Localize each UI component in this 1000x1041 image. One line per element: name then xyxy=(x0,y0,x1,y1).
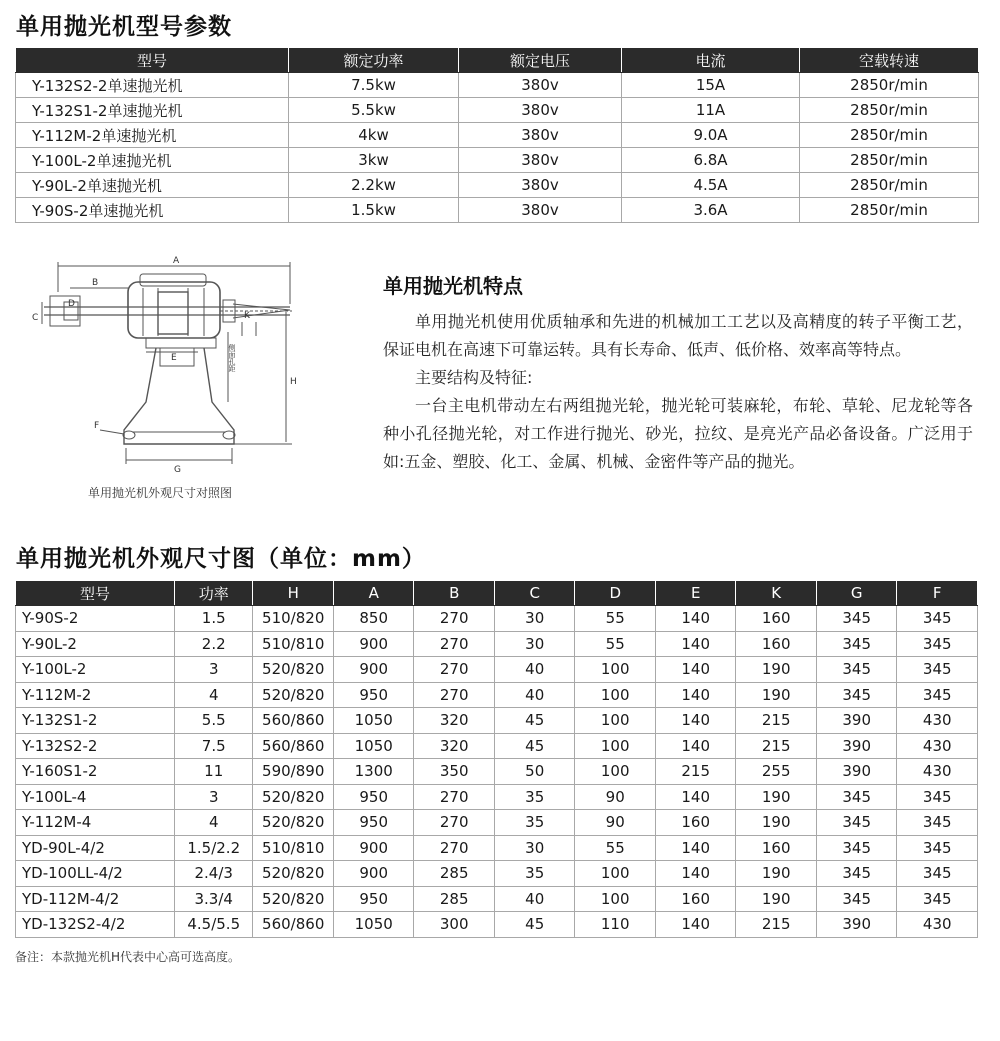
spec-cell: 380v xyxy=(459,198,622,223)
dims-cell: 900 xyxy=(333,861,414,887)
dims-cell: 100 xyxy=(575,708,656,734)
footnote: 备注：本款抛光机H代表中心高可选高度。 xyxy=(15,950,241,964)
table-row xyxy=(16,657,978,683)
dims-cell: 30 xyxy=(494,606,575,632)
dims-cell: 510/820 xyxy=(253,606,334,632)
dims-cell: 950 xyxy=(333,784,414,810)
dims-cell: 140 xyxy=(655,835,736,861)
table-row xyxy=(16,810,978,836)
dims-cell: 255 xyxy=(736,759,817,785)
label-c: C xyxy=(32,313,39,323)
spec-table xyxy=(15,47,979,223)
dims-cell: 345 xyxy=(897,810,978,836)
dims-header-cell: G xyxy=(816,581,897,606)
dims-cell: 190 xyxy=(736,886,817,912)
dims-cell: 390 xyxy=(816,759,897,785)
features-body xyxy=(383,308,973,476)
table-row xyxy=(16,73,979,98)
label-d: D xyxy=(68,299,75,309)
spec-section-title: 单用抛光机型号参数 xyxy=(16,14,232,40)
dims-header-cell: F xyxy=(897,581,978,606)
dims-cell: 345 xyxy=(897,861,978,887)
dims-cell: 40 xyxy=(494,657,575,683)
dims-cell: 35 xyxy=(494,861,575,887)
dims-cell: 190 xyxy=(736,657,817,683)
dims-cell: 190 xyxy=(736,682,817,708)
dims-cell: 520/820 xyxy=(253,784,334,810)
dims-header-cell: 功率 xyxy=(174,581,252,606)
dims-cell: 270 xyxy=(414,657,495,683)
dims-cell: 590/890 xyxy=(253,759,334,785)
dims-cell: 950 xyxy=(333,810,414,836)
dims-cell: 4 xyxy=(174,810,252,836)
dims-cell: 345 xyxy=(897,835,978,861)
dims-cell: 390 xyxy=(816,708,897,734)
dims-cell: 270 xyxy=(414,784,495,810)
dims-cell: 190 xyxy=(736,784,817,810)
spec-cell: Y-100L-2单速抛光机 xyxy=(16,148,289,173)
dims-header-cell: A xyxy=(333,581,414,606)
dims-cell: 30 xyxy=(494,631,575,657)
dims-cell: 45 xyxy=(494,708,575,734)
dims-cell: 55 xyxy=(575,835,656,861)
table-row xyxy=(16,784,978,810)
dims-cell: 560/860 xyxy=(253,912,334,938)
spec-header-cell: 额定功率 xyxy=(289,48,459,73)
spec-cell: 4kw xyxy=(289,123,459,148)
dims-cell: 140 xyxy=(655,657,736,683)
dims-cell: 345 xyxy=(816,606,897,632)
dims-cell: 55 xyxy=(575,631,656,657)
spec-cell: 380v xyxy=(459,98,622,123)
table-row xyxy=(16,708,978,734)
dims-cell: 560/860 xyxy=(253,733,334,759)
dims-cell: 1300 xyxy=(333,759,414,785)
table-row xyxy=(16,733,978,759)
dims-header-cell: K xyxy=(736,581,817,606)
spec-cell: 4.5A xyxy=(622,173,800,198)
dims-header-cell: H xyxy=(253,581,334,606)
dims-cell: 140 xyxy=(655,708,736,734)
spec-cell: 15A xyxy=(622,73,800,98)
features-paragraph-3: 一台主电机带动左右两组抛光轮，抛光轮可装麻轮，布轮、草轮、尼龙轮等各种小孔径抛光轮，对工作进行抛光、砂光，拉纹、是亮光产品必备设备。广泛用于如:五金、塑胶、化工、金属、机械、金密件等产品的抛光。 xyxy=(383,396,973,471)
table-row xyxy=(16,835,978,861)
dims-cell: 430 xyxy=(897,733,978,759)
dims-cell: 140 xyxy=(655,912,736,938)
dims-cell: 35 xyxy=(494,784,575,810)
dims-cell: 4.5/5.5 xyxy=(174,912,252,938)
spec-cell: 6.8A xyxy=(622,148,800,173)
dims-cell: 100 xyxy=(575,861,656,887)
dims-cell: 285 xyxy=(414,861,495,887)
dims-cell: 1050 xyxy=(333,733,414,759)
label-e: E xyxy=(171,353,177,363)
dims-cell: 40 xyxy=(494,886,575,912)
table-row xyxy=(16,148,979,173)
dims-cell: 270 xyxy=(414,835,495,861)
dims-cell: 140 xyxy=(655,784,736,810)
label-side: 侧面孔距 xyxy=(228,344,236,372)
dims-cell: 190 xyxy=(736,810,817,836)
dims-cell: 140 xyxy=(655,733,736,759)
spec-cell: 3kw xyxy=(289,148,459,173)
dims-cell: 215 xyxy=(736,733,817,759)
dims-cell: Y-112M-4 xyxy=(16,810,175,836)
table-row xyxy=(16,198,979,223)
spec-cell: 380v xyxy=(459,73,622,98)
dims-cell: 190 xyxy=(736,861,817,887)
spec-cell: 2850r/min xyxy=(800,73,979,98)
dims-cell: 100 xyxy=(575,657,656,683)
dims-cell: 345 xyxy=(897,886,978,912)
dims-cell: 3.3/4 xyxy=(174,886,252,912)
spec-cell: 2850r/min xyxy=(800,198,979,223)
spec-cell: 380v xyxy=(459,148,622,173)
dims-cell: 1.5 xyxy=(174,606,252,632)
dims-cell: 350 xyxy=(414,759,495,785)
label-h: H xyxy=(290,377,297,387)
dims-cell: Y-132S2-2 xyxy=(16,733,175,759)
dims-cell: 3 xyxy=(174,657,252,683)
dims-header-cell: 型号 xyxy=(16,581,175,606)
dims-cell: 160 xyxy=(655,886,736,912)
table-row xyxy=(16,606,978,632)
dims-cell: 160 xyxy=(655,810,736,836)
spec-header-cell: 型号 xyxy=(16,48,289,73)
dims-cell: Y-100L-4 xyxy=(16,784,175,810)
spec-cell: Y-132S2-2单速抛光机 xyxy=(16,73,289,98)
spec-cell: 9.0A xyxy=(622,123,800,148)
spec-cell: 5.5kw xyxy=(289,98,459,123)
dims-cell: 45 xyxy=(494,912,575,938)
dims-cell: 140 xyxy=(655,682,736,708)
dims-cell: 430 xyxy=(897,759,978,785)
dims-cell: 2.4/3 xyxy=(174,861,252,887)
dims-cell: 100 xyxy=(575,759,656,785)
dims-section-title: 单用抛光机外观尺寸图（单位：mm） xyxy=(16,546,426,572)
table-row xyxy=(16,886,978,912)
dims-cell: 215 xyxy=(736,912,817,938)
table-row xyxy=(16,98,979,123)
dims-cell: 430 xyxy=(897,708,978,734)
dims-cell: 100 xyxy=(575,886,656,912)
dims-cell: Y-160S1-2 xyxy=(16,759,175,785)
dims-cell: 430 xyxy=(897,912,978,938)
table-row xyxy=(16,631,978,657)
dims-header-cell: D xyxy=(575,581,656,606)
spec-cell: 2.2kw xyxy=(289,173,459,198)
features-paragraph-1: 单用抛光机使用优质轴承和先进的机械加工工艺以及高精度的转子平衡工艺，保证电机在高速下可靠运转。具有长寿命、低声、低价格、效率高等特点。 xyxy=(383,312,973,359)
dims-cell: 510/810 xyxy=(253,631,334,657)
label-k: K xyxy=(244,311,250,321)
dims-cell: 520/820 xyxy=(253,810,334,836)
dims-cell: 320 xyxy=(414,733,495,759)
table-row xyxy=(16,912,978,938)
dims-cell: Y-90L-2 xyxy=(16,631,175,657)
dims-cell: 215 xyxy=(736,708,817,734)
dims-cell: 160 xyxy=(736,631,817,657)
dims-cell: 1050 xyxy=(333,708,414,734)
dims-cell: 390 xyxy=(816,733,897,759)
spec-cell: 11A xyxy=(622,98,800,123)
dims-cell: 850 xyxy=(333,606,414,632)
dims-cell: 7.5 xyxy=(174,733,252,759)
dims-cell: 320 xyxy=(414,708,495,734)
dims-cell: 140 xyxy=(655,606,736,632)
dims-cell: 520/820 xyxy=(253,886,334,912)
dims-cell: YD-112M-4/2 xyxy=(16,886,175,912)
spec-cell: Y-90L-2单速抛光机 xyxy=(16,173,289,198)
dims-cell: 1.5/2.2 xyxy=(174,835,252,861)
dims-cell: 345 xyxy=(897,606,978,632)
spec-cell: 2850r/min xyxy=(800,148,979,173)
dims-cell: 55 xyxy=(575,606,656,632)
dims-cell: 345 xyxy=(816,835,897,861)
dims-cell: 215 xyxy=(655,759,736,785)
dims-cell: 140 xyxy=(655,631,736,657)
dims-cell: YD-132S2-4/2 xyxy=(16,912,175,938)
dims-cell: 270 xyxy=(414,606,495,632)
dims-cell: 520/820 xyxy=(253,657,334,683)
polisher-drawing xyxy=(28,252,348,482)
dims-cell: 30 xyxy=(494,835,575,861)
dims-cell: 285 xyxy=(414,886,495,912)
dims-cell: 110 xyxy=(575,912,656,938)
features-title: 单用抛光机特点 xyxy=(383,274,523,298)
dims-cell: 345 xyxy=(897,682,978,708)
table-row xyxy=(16,861,978,887)
dims-cell: 510/810 xyxy=(253,835,334,861)
dims-header-cell: B xyxy=(414,581,495,606)
dims-cell: 1050 xyxy=(333,912,414,938)
table-row xyxy=(16,123,979,148)
spec-cell: 1.5kw xyxy=(289,198,459,223)
dims-cell: 345 xyxy=(816,886,897,912)
table-row xyxy=(16,759,978,785)
dims-cell: 560/860 xyxy=(253,708,334,734)
dims-cell: 900 xyxy=(333,631,414,657)
dims-cell: 520/820 xyxy=(253,682,334,708)
spec-cell: 2850r/min xyxy=(800,123,979,148)
label-g: G xyxy=(174,465,181,475)
dims-cell: Y-90S-2 xyxy=(16,606,175,632)
dims-cell: 345 xyxy=(816,631,897,657)
dims-cell: 160 xyxy=(736,835,817,861)
dims-cell: 2.2 xyxy=(174,631,252,657)
dims-cell: 345 xyxy=(816,784,897,810)
label-a: A xyxy=(173,256,180,266)
dims-cell: 900 xyxy=(333,657,414,683)
dims-cell: 950 xyxy=(333,886,414,912)
spec-table-header xyxy=(16,48,979,73)
spec-cell: Y-90S-2单速抛光机 xyxy=(16,198,289,223)
dims-cell: 345 xyxy=(816,861,897,887)
dims-cell: 100 xyxy=(575,733,656,759)
spec-cell: Y-112M-2单速抛光机 xyxy=(16,123,289,148)
dims-cell: 520/820 xyxy=(253,861,334,887)
table-row xyxy=(16,682,978,708)
spec-cell: 3.6A xyxy=(622,198,800,223)
dims-cell: 40 xyxy=(494,682,575,708)
dims-cell: 4 xyxy=(174,682,252,708)
spec-cell: 2850r/min xyxy=(800,98,979,123)
dims-cell: 50 xyxy=(494,759,575,785)
dims-cell: YD-90L-4/2 xyxy=(16,835,175,861)
dims-cell: YD-100LL-4/2 xyxy=(16,861,175,887)
dims-cell: 35 xyxy=(494,810,575,836)
dims-cell: 345 xyxy=(816,657,897,683)
spec-cell: 380v xyxy=(459,173,622,198)
spec-header-cell: 电流 xyxy=(622,48,800,73)
dims-cell: 345 xyxy=(816,810,897,836)
dims-cell: 345 xyxy=(897,631,978,657)
dims-cell: 270 xyxy=(414,682,495,708)
dims-cell: 140 xyxy=(655,861,736,887)
dims-cell: 100 xyxy=(575,682,656,708)
dims-cell: Y-112M-2 xyxy=(16,682,175,708)
diagram-caption: 单用抛光机外观尺寸对照图 xyxy=(88,486,233,500)
dims-cell: 160 xyxy=(736,606,817,632)
dims-cell: Y-100L-2 xyxy=(16,657,175,683)
spec-cell: 380v xyxy=(459,123,622,148)
dims-cell: 90 xyxy=(575,784,656,810)
spec-cell: Y-132S1-2单速抛光机 xyxy=(16,98,289,123)
dimension-diagram xyxy=(28,252,348,482)
spec-header-cell: 空载转速 xyxy=(800,48,979,73)
dims-cell: 11 xyxy=(174,759,252,785)
dims-cell: 345 xyxy=(897,784,978,810)
dims-table-header xyxy=(16,581,978,606)
table-row xyxy=(16,173,979,198)
dims-cell: 950 xyxy=(333,682,414,708)
dims-cell: 90 xyxy=(575,810,656,836)
label-f: F xyxy=(94,421,100,431)
dims-cell: 5.5 xyxy=(174,708,252,734)
label-b: B xyxy=(92,278,99,288)
spec-header-cell: 额定电压 xyxy=(459,48,622,73)
dims-cell: Y-132S1-2 xyxy=(16,708,175,734)
spec-cell: 2850r/min xyxy=(800,173,979,198)
dims-cell: 3 xyxy=(174,784,252,810)
dims-header-cell: C xyxy=(494,581,575,606)
spec-cell: 7.5kw xyxy=(289,73,459,98)
dims-table xyxy=(15,580,978,938)
dims-cell: 300 xyxy=(414,912,495,938)
dims-cell: 45 xyxy=(494,733,575,759)
dims-cell: 390 xyxy=(816,912,897,938)
features-paragraph-2: 主要结构及特征: xyxy=(415,368,533,387)
dims-cell: 345 xyxy=(897,657,978,683)
dims-cell: 270 xyxy=(414,631,495,657)
dims-header-cell: E xyxy=(655,581,736,606)
dims-cell: 345 xyxy=(816,682,897,708)
dims-cell: 270 xyxy=(414,810,495,836)
dims-cell: 900 xyxy=(333,835,414,861)
